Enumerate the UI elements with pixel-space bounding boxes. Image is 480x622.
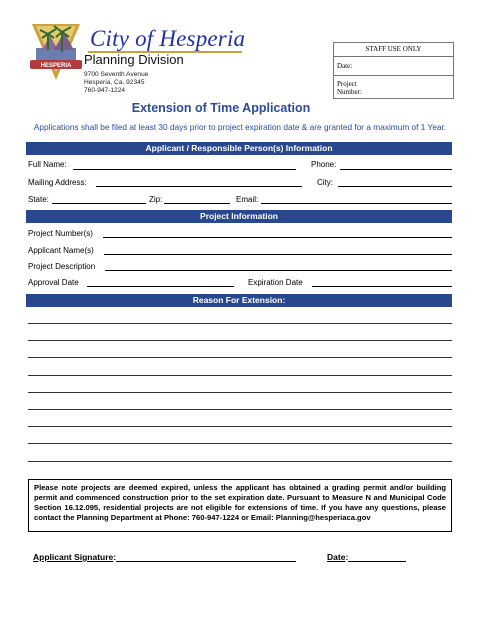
- project-description-field[interactable]: [105, 270, 452, 271]
- city-name: City of Hesperia: [90, 26, 246, 51]
- phone-field[interactable]: [340, 169, 452, 170]
- email-field[interactable]: [261, 203, 452, 204]
- svg-text:HESPERIA: HESPERIA: [40, 63, 72, 69]
- applicant-names-label: Applicant Name(s): [28, 246, 94, 255]
- applicant-signature-label-text: Applicant Signature: [33, 552, 114, 562]
- form-subtitle: Applications shall be filed at least 30 days prior to project expiration date & are granted for a maximum of 1 Year.: [33, 122, 447, 132]
- approval-date-label: Approval Date: [28, 278, 79, 287]
- reason-line-7[interactable]: [28, 426, 452, 427]
- reason-line-6[interactable]: [28, 409, 452, 410]
- signature-date-field[interactable]: [348, 561, 406, 562]
- approval-date-field[interactable]: [87, 286, 234, 287]
- applicant-names-field[interactable]: [104, 254, 452, 255]
- staff-use-title: STAFF USE ONLY: [334, 43, 453, 57]
- city-field[interactable]: [338, 186, 452, 187]
- reason-line-9[interactable]: [28, 461, 452, 462]
- form-title: Extension of Time Application: [131, 101, 311, 115]
- state-label: State:: [28, 195, 49, 204]
- address-line-1: 9700 Seventh Avenue: [84, 71, 149, 78]
- expiration-date-field[interactable]: [312, 286, 452, 287]
- staff-project-label-1: Project: [337, 80, 357, 88]
- staff-use-box: [333, 42, 454, 99]
- reason-line-8[interactable]: [28, 443, 452, 444]
- zip-field[interactable]: [164, 203, 230, 204]
- full-name-field[interactable]: [73, 169, 296, 170]
- project-numbers-field[interactable]: [103, 237, 452, 238]
- staff-date-field[interactable]: Date:: [334, 57, 453, 76]
- reason-section-heading: Reason For Extension:: [26, 294, 452, 307]
- full-name-label: Full Name:: [28, 160, 67, 169]
- address-line-2: Hesperia, Ca. 92345: [84, 79, 145, 86]
- applicant-section-heading: Applicant / Responsible Person(s) Information: [26, 142, 452, 155]
- zip-label: Zip:: [149, 195, 163, 204]
- mailing-address-field[interactable]: [96, 186, 302, 187]
- staff-project-number-field[interactable]: [337, 80, 362, 96]
- expiration-date-label: Expiration Date: [248, 278, 303, 287]
- phone-label: Phone:: [311, 160, 337, 169]
- email-label: Email:: [236, 195, 259, 204]
- reason-line-2[interactable]: [28, 340, 452, 341]
- project-description-label: Project Description: [28, 262, 96, 271]
- expiration-notice: Please note projects are deemed expired, unless the applicant has obtained a grading permit and/or building permit and commenced construction prior to the set expiration date. Pursuant to Measure N and Municipal Code Section 16.12.095, residential projects are not eligible for extensions of time. If you have any questions, please contact the Planning Department at Phone: 760-947-1224 or Email: Planning@hesperiaca.gov: [28, 479, 452, 532]
- state-field[interactable]: [52, 203, 146, 204]
- division-name: Planning Division: [84, 52, 184, 67]
- project-numbers-label: Project Number(s): [28, 229, 93, 238]
- project-section-heading: Project Information: [26, 210, 452, 223]
- applicant-signature-field[interactable]: [116, 561, 296, 562]
- header-phone: 760-947-1224: [84, 87, 126, 94]
- mailing-address-label: Mailing Address:: [28, 178, 87, 187]
- reason-line-1[interactable]: [28, 323, 452, 324]
- signature-date-label-text: Date: [327, 552, 346, 562]
- reason-line-4[interactable]: [28, 375, 452, 376]
- reason-line-3[interactable]: [28, 357, 452, 358]
- reason-line-5[interactable]: [28, 392, 452, 393]
- applicant-signature-label: Applicant Signature:: [33, 552, 117, 562]
- city-label: City:: [317, 178, 333, 187]
- signature-date-label: Date:: [327, 552, 349, 562]
- staff-project-label-2: Number:: [337, 88, 362, 96]
- city-logo-icon: [28, 20, 84, 84]
